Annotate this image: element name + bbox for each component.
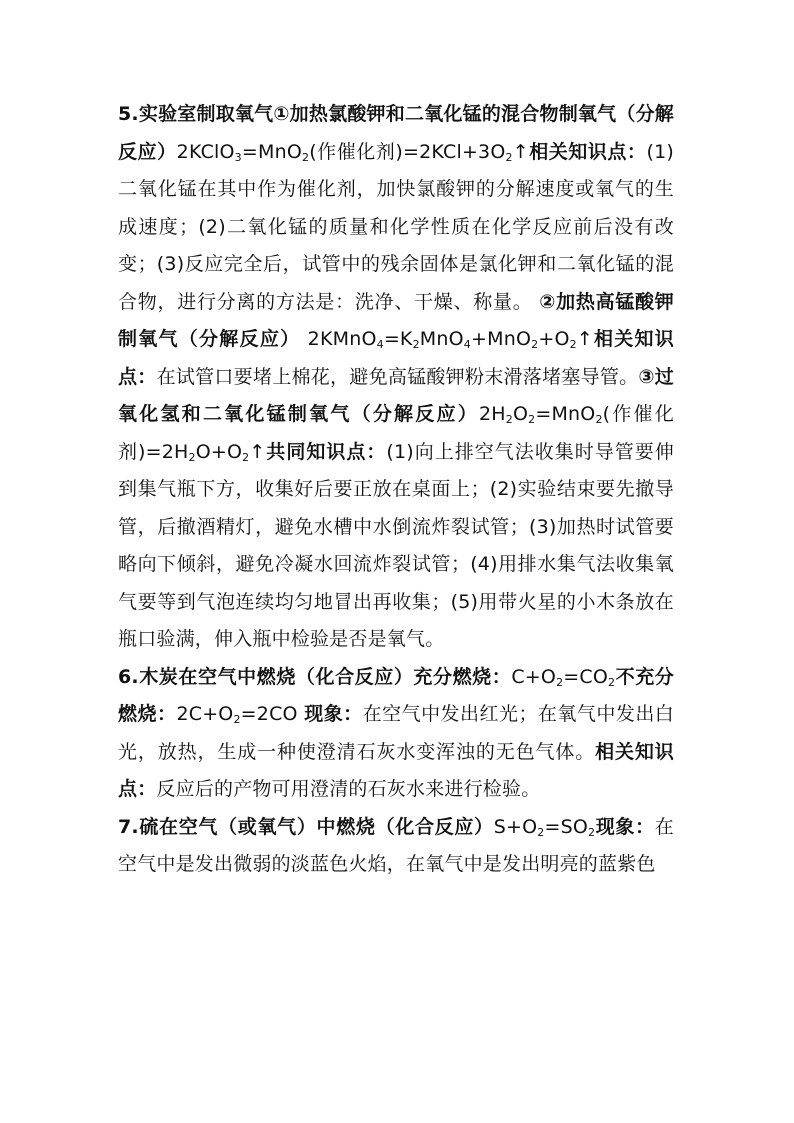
section-title: 实验室制取氧气①加热氯酸钾和二氧化锰的混合物制氧气（分解反应） bbox=[118, 103, 674, 163]
equation-kmno4: $2KMnO_4=K_2MnO_4+MnO_2+O_2↑$ bbox=[307, 328, 593, 351]
equation-kclo3: 2KClO$_3$=MnO$_2$(作催化剂)$=2KCl+3O_2↑$ bbox=[176, 140, 529, 164]
section-6 bbox=[118, 659, 674, 809]
document-page bbox=[118, 96, 674, 884]
section-title: 硫在空气（或氧气）中燃烧（化合反应） bbox=[138, 815, 494, 838]
knowledge-label: 相关知识点： bbox=[118, 740, 674, 800]
method-title-h2o2: ③过氧化氢和二氧化锰制氧气（分解反应） bbox=[118, 365, 674, 425]
section-5 bbox=[118, 96, 674, 659]
method-title-kmno4: ②加热高锰酸钾制氧气（分解反应） bbox=[118, 290, 674, 350]
knowledge-label: 共同知识点： bbox=[265, 440, 387, 463]
phenomenon-text: 在空气中是发出微弱的淡蓝色火焰，在氧气中是发出明亮的蓝紫色 bbox=[118, 815, 674, 875]
equation-h2o2: $2H_2O_2=MnO_2$(作催化剂)$=2H_2O+O_2↑$ bbox=[118, 403, 674, 464]
section-number: 6. bbox=[118, 665, 139, 688]
section-7 bbox=[118, 809, 674, 884]
equation-incomplete-combustion: $2C+O_2=2CO$ bbox=[176, 703, 298, 726]
section-title: 木炭在空气中燃烧（化合反应）充分燃烧： bbox=[138, 665, 512, 688]
section-number: 7. bbox=[118, 815, 139, 838]
equation-complete-combustion: $C+O_2=CO_2$ bbox=[511, 665, 616, 689]
phenomenon-label: 现象： bbox=[595, 815, 655, 838]
knowledge-text: (1)向上排空气法收集时导管要伸到集气瓶下方，收集好后要正放在桌面上；(2)实验结束要先撤导管，后撤酒精灯，避免水槽中水倒流炸裂试管；(3)加热时试管要略向下倾斜，避免冷凝水回流炸裂试管；(4)用排水集气法收集氧气要等到气泡连续均匀地冒出再收集；(5)用带火星的小木条放在瓶口验满，伸入瓶中检验是否是氧气。 bbox=[118, 440, 675, 650]
incomplete-combustion-label: 不充分燃烧： bbox=[118, 665, 674, 725]
knowledge-text: 在试管口要堵上棉花，避免高锰酸钾粉末滑落堵塞导管。 bbox=[156, 365, 639, 388]
knowledge-text: (1)二氧化锰在其中作为催化剂，加快氯酸钾的分解速度或氧气的生成速度；(2)二氧化锰的质量和化学性质在化学反应前后没有改变；(3)反应完全后，试管中的残余固体是氯化钾和二氧化锰的混合物，进行分离的方法是：洗净、干燥、称量。 bbox=[118, 140, 674, 313]
knowledge-label: 相关知识点： bbox=[528, 140, 647, 163]
equation-sulfur: $S+O_2=SO_2$ bbox=[493, 815, 596, 839]
phenomenon-text: 在空气中发出红光；在氧气中发出白光，放热，生成一种使澄清石灰水变浑浊的无色气体。 bbox=[118, 703, 674, 763]
knowledge-text: 反应后的产物可用澄清的石灰水来进行检验。 bbox=[156, 778, 541, 800]
knowledge-label: 相关知识点： bbox=[118, 328, 674, 388]
section-number: 5. bbox=[118, 103, 139, 125]
phenomenon-label: 现象： bbox=[304, 703, 363, 725]
